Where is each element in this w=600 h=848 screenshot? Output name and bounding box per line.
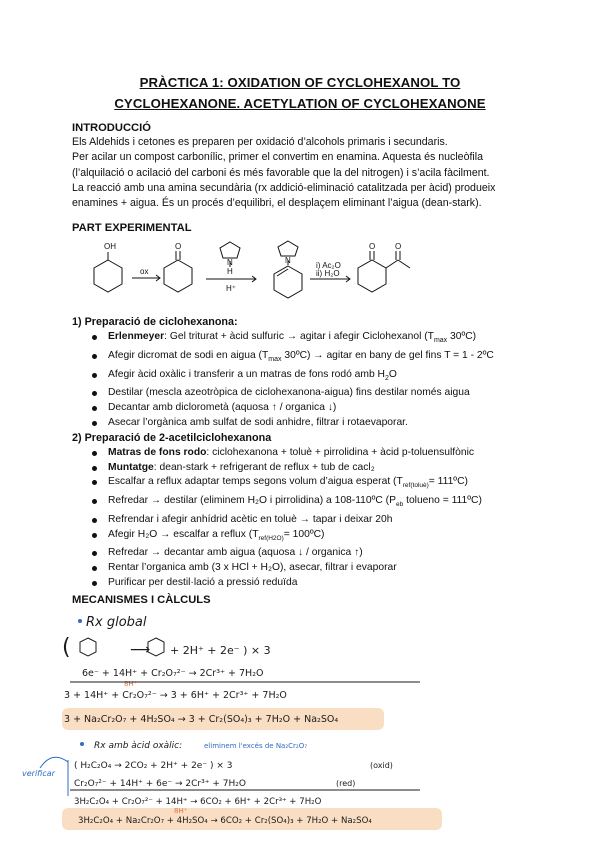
ring-icon xyxy=(80,638,96,656)
list-item xyxy=(88,576,558,591)
eq2-text: 6e⁻ + 14H⁺ + Cr₂O₇²⁻ → 2Cr³⁺ + 7H₂O xyxy=(82,668,264,679)
item-sub: max xyxy=(433,337,448,345)
bullet-dot xyxy=(78,619,82,623)
list-item xyxy=(88,368,558,387)
ox2-text: Cr₂O₇²⁻ + 14H⁺ + 6e⁻ → 2Cr³⁺ + 7H₂O xyxy=(74,779,246,789)
ox3-note: 8H⁺ xyxy=(174,807,188,815)
intro-line: La reacció amb una amina secundària (rx addició-eliminació catalitzada per àcid) produeix xyxy=(72,181,496,194)
item-text: Afegir H₂O → escalfar a reflux (T xyxy=(108,528,259,540)
ox-label: ox xyxy=(140,267,149,276)
enamine-pyrrolidine xyxy=(278,241,298,256)
section1-list xyxy=(88,330,558,430)
cond1-label: i) Ac₂O xyxy=(316,261,341,270)
list-item xyxy=(88,494,558,513)
eq1-tail: + 2H⁺ + 2e⁻ ) × 3 xyxy=(170,644,271,657)
item-sub: ref(H2O) xyxy=(258,534,284,542)
bullet-dot xyxy=(80,742,84,746)
list-item xyxy=(88,546,558,561)
list-item xyxy=(88,446,558,461)
mechanisms-heading: MECANISMES I CÀLCULS xyxy=(72,594,211,606)
item-text: Escalfar a reflux adaptar temps segons volum d’aigua esperat (T xyxy=(108,476,403,488)
list-item xyxy=(88,513,558,528)
eq3-note: 8H⁺ xyxy=(124,680,138,688)
intro-line: Els Aldehids i cetones es preparen per oxidació d’alcohols primaris i secundaris. xyxy=(72,136,448,148)
title-line-2: CYCLOHEXANONE. ACETYLATION OF CYCLOHEXANONE xyxy=(114,96,486,111)
list-item xyxy=(88,349,558,368)
list-item xyxy=(88,386,558,401)
item-bold: Muntatge xyxy=(108,461,154,473)
pyrrolidine-ring xyxy=(220,242,240,258)
oxalic-title: Rx amb àcid oxàlic: xyxy=(94,741,183,751)
item-text: Refredar → decantar amb aigua (aquosa ↓ / organica ↑) xyxy=(108,547,363,559)
ox3-text: 3H₂C₂O₄ + Cr₂O₇²⁻ + 14H⁺ → 6CO₂ + 6H⁺ + 2Cr³⁺ + 7H₂O xyxy=(74,797,322,807)
intro-paragraph xyxy=(72,135,552,211)
title-line-1: PRÀCTICA 1: OXIDATION OF CYCLOHEXANOL TO xyxy=(139,75,461,90)
cyclohexanone-ring xyxy=(164,260,192,292)
side-note: verificar xyxy=(22,769,55,778)
item-text: Decantar amb diclorometà (aquosa ↑ / organica ↓) xyxy=(108,401,337,413)
list-item xyxy=(88,401,558,416)
list-item xyxy=(88,416,558,431)
item-text: Afegir àcid oxàlic i transferir a un matras de fons rodó amb H xyxy=(108,368,385,380)
item-tail: 30ºC) xyxy=(447,331,477,342)
section1-heading: 1) Preparació de ciclohexanona: xyxy=(72,316,238,328)
item-tail: O xyxy=(388,368,397,380)
item-text: : dean-stark + refrigerant de reflux + tub de cacl₂ xyxy=(153,461,375,473)
intro-heading: INTRODUCCIÓ xyxy=(72,122,151,134)
item-text: : Gel triturat + àcid sulfuric → agitar i afegir Ciclohexanol (T xyxy=(164,331,434,342)
oh-label: OH xyxy=(104,242,116,251)
intro-line: (l’alquilació o acilació del carboni és més favorable que la del nitrogen) i s’acila fàcilment. xyxy=(72,166,490,179)
eq4-text: 3 + Na₂Cr₂O₇ + 4H₂SO₄ → 3 + Cr₂(SO₄)₃ + 7H₂O + Na₂SO₄ xyxy=(64,714,339,725)
list-item xyxy=(88,461,558,476)
item-tail: tolueno = 111ºC) xyxy=(403,495,482,507)
item-bold: Matras de fons rodo xyxy=(108,447,207,458)
handwritten-notes xyxy=(0,600,600,848)
acetyl-o-label: O xyxy=(395,242,402,251)
list-item xyxy=(88,528,558,547)
h-label: H xyxy=(227,267,233,276)
ox1-text: ( H₂C₂O₄ → 2CO₂ + 2H⁺ + 2e⁻ ) × 3 xyxy=(74,761,233,771)
page-title xyxy=(40,72,560,114)
reaction-scheme xyxy=(80,238,530,300)
item-text: Rentar l’organica amb (3 x HCl + H₂O), asecar, filtrar i evaporar xyxy=(108,562,397,574)
ox1-tag: (oxid) xyxy=(370,761,393,770)
item-text: Asecar l’orgànica amb sulfat de sodi anhidre, filtrar i rotaevaporar. xyxy=(108,416,408,428)
oxalic-note: eliminem l'excés de Na₂Cr₂O₇ xyxy=(204,742,308,750)
item-text: Afegir dicromat de sodi en aigua (T xyxy=(108,349,269,361)
item-sub: eb xyxy=(395,501,404,509)
cond2-label: ii) H₂O xyxy=(316,269,340,278)
global-title: Rx global xyxy=(86,615,147,630)
enamine-ring xyxy=(274,266,302,298)
section2-list xyxy=(88,446,558,590)
enamine-n-label: N xyxy=(285,256,291,265)
eq1-open: ( xyxy=(62,635,71,660)
item-sub: ref(toluè) xyxy=(402,482,429,490)
item-bold: Erlenmeyer xyxy=(108,331,165,342)
item-sub: 2 xyxy=(385,374,389,382)
item-sub: max xyxy=(268,355,282,363)
section2-heading: 2) Preparació de 2-acetilciclohexanona xyxy=(72,432,272,444)
cyclohexanol-ring xyxy=(94,260,122,292)
eq1-arrow: ⟶ xyxy=(130,642,151,658)
list-item xyxy=(88,561,558,576)
item-tail: = 111ºC) xyxy=(428,476,468,488)
hplus-label: H⁺ xyxy=(226,284,236,293)
eq3-text: 3 + 14H⁺ + Cr₂O₇²⁻ → 3 + 6H⁺ + 2Cr³⁺ + 7H₂O xyxy=(64,690,287,701)
item-text: Destilar (mescla azeotròpica de ciclohexanona-aigua) fins destilar només aigua xyxy=(108,387,470,399)
experimental-heading: PART EXPERIMENTAL xyxy=(72,222,192,234)
item-text: Purificar per destil·lació a pressió reduïda xyxy=(108,576,298,588)
item-text: Refredar → destilar (eliminem H₂O i pirrolidina) a 108-110ºC (P xyxy=(108,495,396,507)
list-item xyxy=(88,475,558,494)
n-label: N xyxy=(227,258,233,267)
product-ring xyxy=(358,260,386,292)
product-o-label: O xyxy=(369,242,376,251)
ox2-tag: (red) xyxy=(336,779,356,788)
ring-icon xyxy=(148,638,164,656)
o-label: O xyxy=(175,242,182,251)
ox4-text: 3H₂C₂O₄ + Na₂Cr₂O₇ + 4H₂SO₄ → 6CO₂ + Cr₂(SO₄)₃ + 7H₂O + Na₂SO₄ xyxy=(78,816,372,826)
side-arrow xyxy=(40,757,68,768)
item-tail: 30ºC) → agitar en bany de gel fins T = 1 - 2ºC xyxy=(281,349,494,361)
intro-line: Per acilar un compost carbonílic, primer el convertim en enamina. Aquesta és nucleòfila xyxy=(72,151,484,164)
list-item xyxy=(88,330,558,349)
item-text: : ciclohexanona + toluè + pirrolidina + àcid p-toluensulfònic xyxy=(206,447,475,458)
item-text: Refrendar i afegir anhídrid acètic en toluè → tapar i deixar 20h xyxy=(108,513,393,525)
intro-line: enamines + aigua. És un procés d’equilibri, el desplaçem eliminant l’aigua (dean-stark). xyxy=(72,197,482,210)
item-tail: = 100ºC) xyxy=(283,528,325,540)
